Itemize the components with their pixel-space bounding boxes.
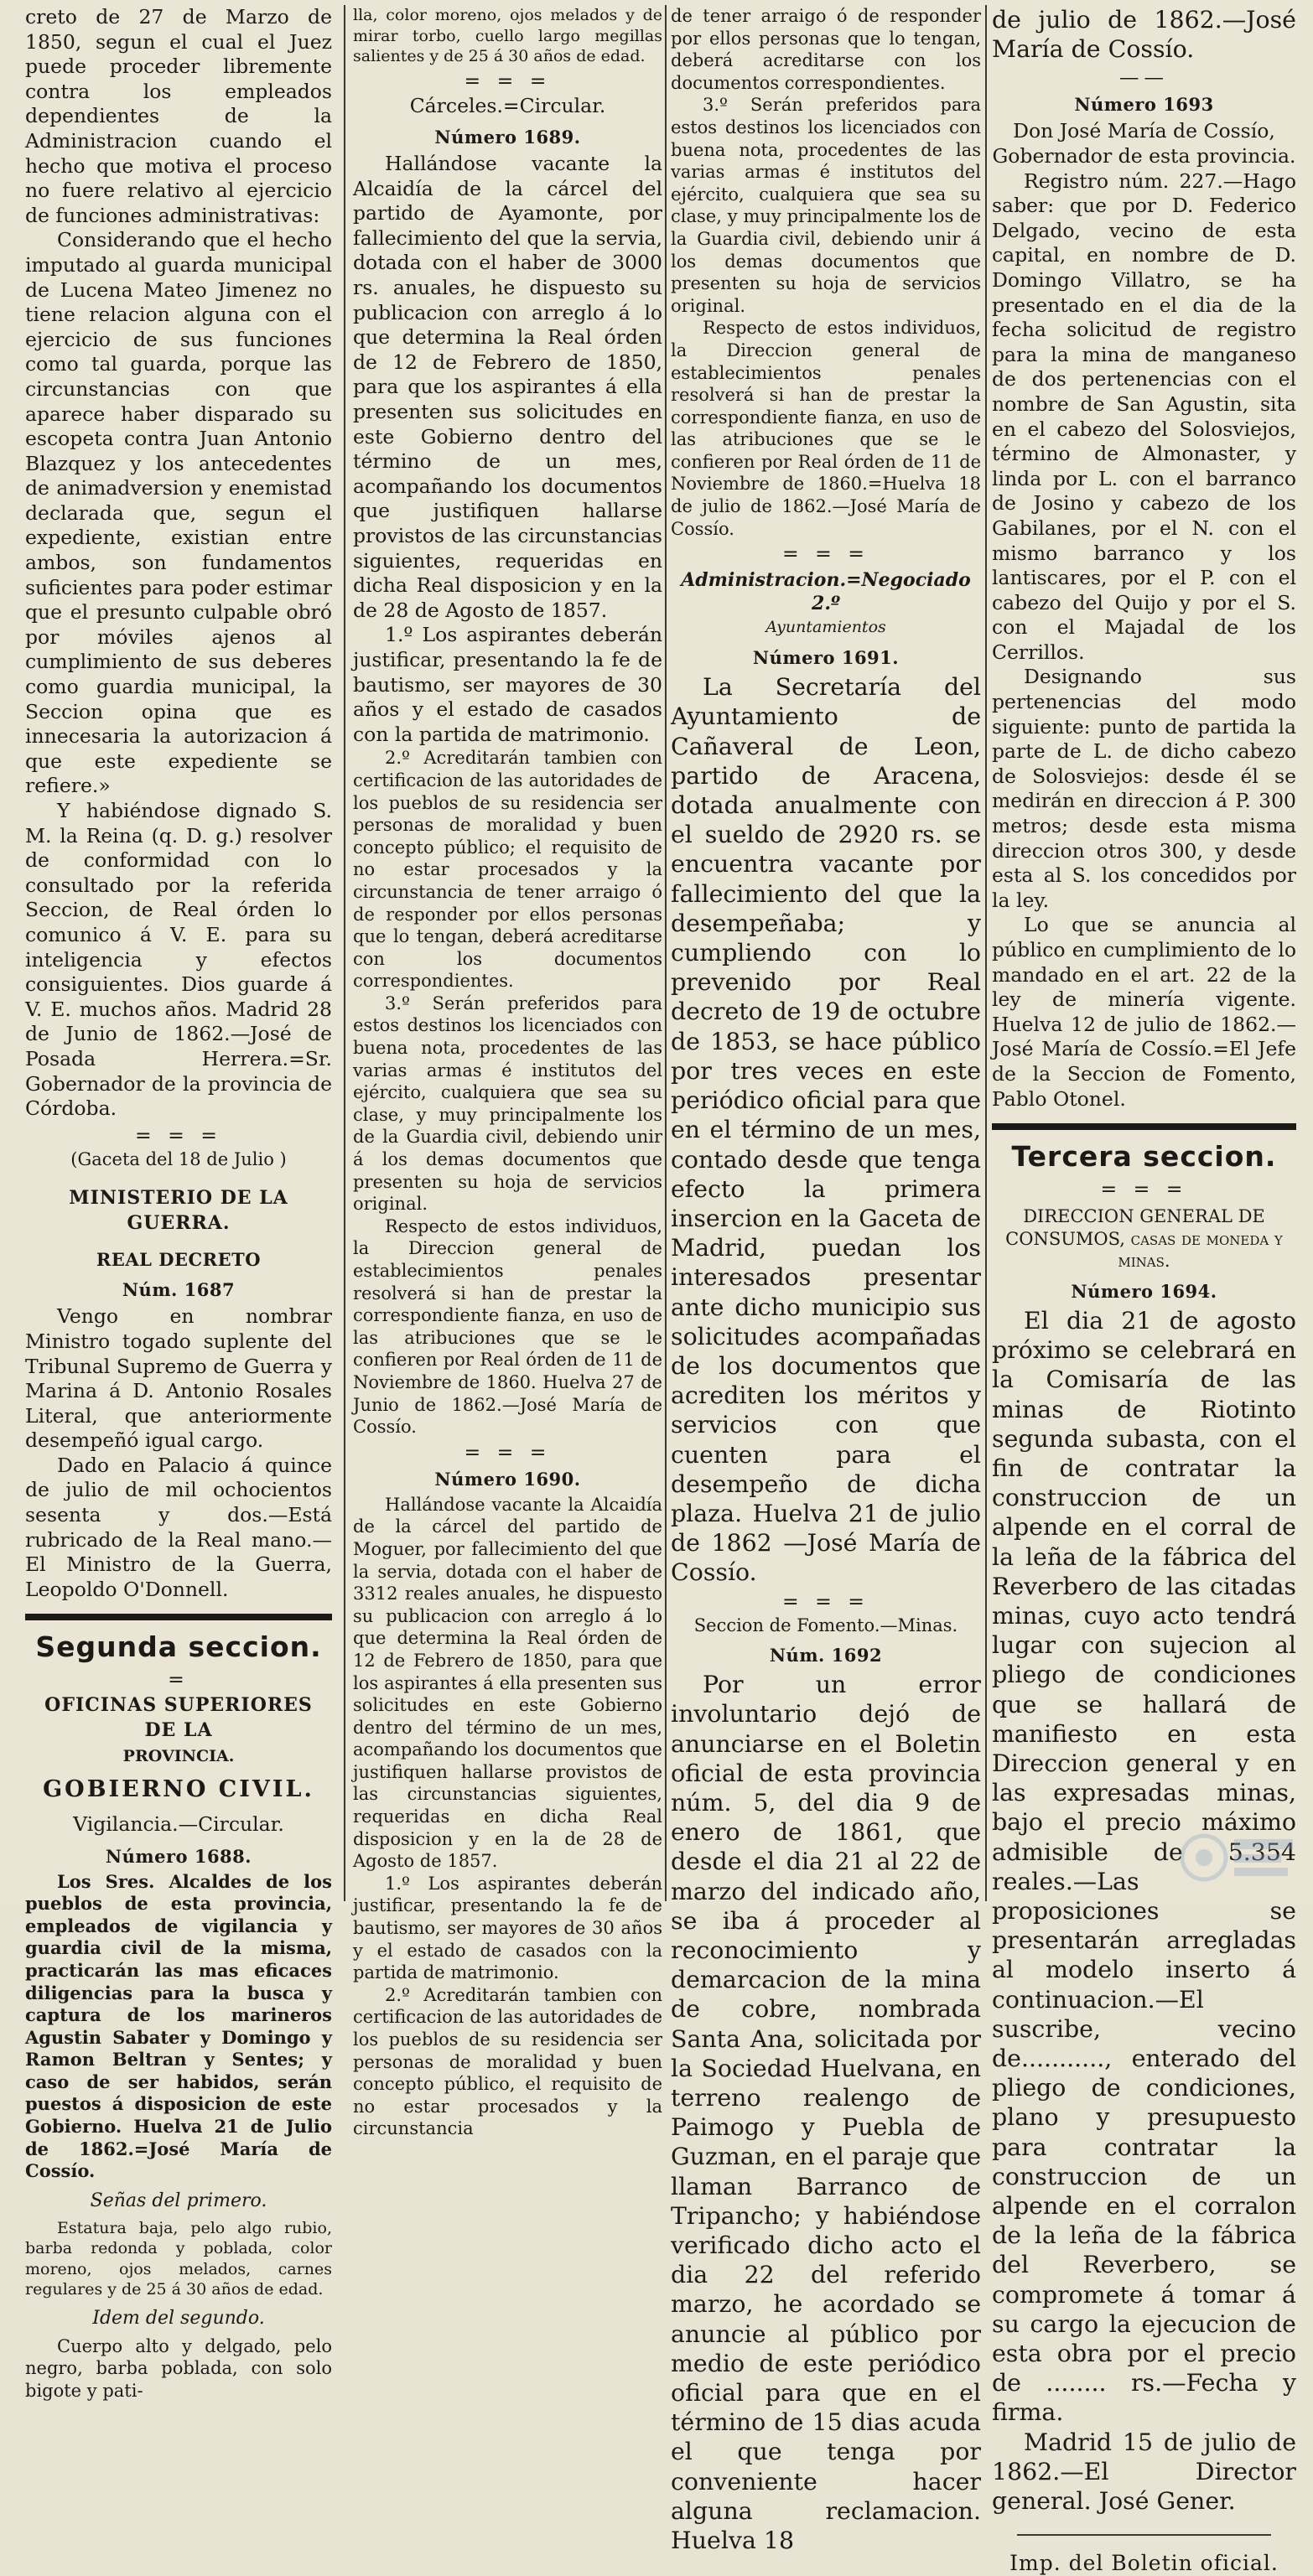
paragraph: Lo que se anuncia al público en cumplimiento de lo mandado en el art. 22 de la ley de minería vigente. Huelva 12 de julio de 1862.—José María de Cossío.=El Jefe de la Seccion de Fomento, Pablo Otonel. [992,913,1296,1111]
paragraph: Hallándose vacante la Alcaidía de la cárcel del partido de Ayamonte, por fallecimiento del que la servia, dotada con el haber de 3000 rs. anuales, he dispuesto su publicacion con arreglo á lo que determina la Real órden de 12 de Febrero de 1850, para que los aspirantes á ella presenten sus solicitudes en este Gobierno dentro del término de un mes, acompañando los documentos que justifiquen hallarse provistos de las circunstancias siguientes, requeridas en dicha Real disposicion y en la de 28 de Agosto de 1857. [353,152,662,622]
paragraph: Y habiéndose dignado S. M. la Reina (q. D. g.) resolver de conformidad con lo consultado por la referida Seccion, de Real órden lo comunico á V. E. para su inteligencia y efectos consiguientes. Dios guarde á V. E. muchos años. Madrid 28 de Junio de 1862.—José de Posada Herrera.=Sr. Gobernador de la provincia de Córdoba. [25,799,332,1121]
paragraph: de tener arraigo ó de responder por ellos personas que lo tengan, deberá acreditarse con los documentos correspondientes. [671,6,981,93]
office-heading: DIRECCION GENERAL DE CONSUMOS, casas de moneda y minas. [1005,1206,1283,1272]
paragraph: 1.º Los aspirantes deberán justificar, presentando la fe de bautismo, ser mayores de 30 años y el estado de casados con la partida de matrimonio. [353,623,662,746]
section-heading: Segunda seccion. [35,1630,322,1664]
paragraph: de julio de 1862.—José María de Cossío. [992,6,1296,64]
paragraph: 3.º Serán preferidos para estos destinos los licenciados con buena nota, procedentes de las varias armas é institutos del ejército, cualquiera que sea su clase, y muy principalmente los de la Guardia civil, debiendo unir á los demas documentos que presenten su hoja de servicios original. [671,95,981,316]
gobierno-heading: GOBIERNO CIVIL. [43,1775,314,1802]
column-rule [665,5,667,1901]
notice-number: Núm. 1692 [769,1645,883,1666]
separator: = = = [781,542,869,566]
paragraph: Don José María de Cossío, Gobernador de esta provincia. [992,119,1296,168]
column-3 [671,5,981,2555]
ministry-heading: MINISTERIO DE LA GUERRA. [69,1187,288,1235]
paragraph: Cuerpo alto y delgado, pelo negro, barba poblada, con solo bigote y pati- [25,2335,332,2402]
printer-imprint: Imp. del Boletin oficial. [1009,2551,1279,2576]
section-heading: Tercera seccion. [1011,1140,1277,1174]
paragraph: Considerando que el hecho imputado al guarda municipal de Lucena Mateo Jimenez no tiene relacion alguna con el ejercicio de sus funciones como tal guarda, porque las circunstancias con que aparece haber disparado su escopeta contra Juan Antonio Blazquez y los antecedentes de animadversion y enemistad declarada que, segun el expediente, existian entre ambos, son fundamentos suficientes para poder estimar que el presunto culpable obró por móviles ajenos al cumplimiento de sus deberes como guardia municipal, la Seccion opina que es innecesaria la autorizacion á que este expediente se refiere.» [25,228,332,798]
section-divider [25,1614,332,1620]
paragraph: Registro núm. 227.—Hago saber: que por D. Federico Delgado, vecino de esta capital, en nombre de D. Domingo Villatro, se ha presentado en el dia de la fecha solicitud de registro para la mina de manganeso de dos pertenencias con el nombre de San Agustin, sita en el cabezo del Solosviejos, término de Almonaster, y linda por L. con el barranco de Josino y cabezo de los Gabilanes, por el N. con el mismo barranco y los lantiscares, por el P. con el cabezo del Quijo y por el S. con el Majadal de los Cerrillos. [992,168,1296,664]
paragraph: Hallándose vacante la Alcaidía de la cárcel del partido de Moguer, por fallecimiento del que la servia, dotada con el haber de 3312 reales anuales, he dispuesto su publicacion con arreglo á lo que determina la Real órden de 12 de Febrero de 1850, para que los aspirantes á ella presenten sus solicitudes en este Gobierno dentro del término de un mes, acompañando los documentos que justifiquen hallarse provistos de las circunstancias siguientes, requeridas en dicha Real disposicion y en la de 28 de Agosto de 1857. [353,1494,662,1872]
notice-number: Número 1688. [105,1845,252,1867]
paragraph: Respecto de estos individuos, la Direccion general de establecimientos penales resolverá si han de prestar la correspondiente fianza, en uso de las atribuciones que se le confieren por Real órden de 11 de Noviembre de 1860.=Huelva 18 de julio de 1862.—José María de Cossío. [671,318,981,539]
office-subheading: PROVINCIA. [122,1747,235,1766]
paragraph: Los Sres. Alcaldes de los pueblos de esta provincia, empleados de vigilancia y guardia civil de la misma, practicarán las mas eficaces diligencias para la busca y captura de los marineros Agustin Sabater y Domingo y Ramon Beltran y Sentes; y caso de ser habidos, serán puestos á disposicion de este Gobierno. Huelva 21 de Julio de 1862.=José María de Cossío. [25,1870,332,2182]
paragraph: 1.º Los aspirantes deberán justificar, presentando la fe de bautismo, ser mayores de 30 años y el estado de casados con la partida de matrimonio. [353,1873,662,1983]
paragraph: Madrid 15 de julio de 1862.—El Director general. José Gener. [992,2428,1296,2516]
notice-number: Número 1690. [434,1468,581,1490]
paragraph: Vengo en nombrar Ministro togado suplente del Tribunal Supremo de Guerra y Marina á D. Antonio Rosales Literal, que anteriormente desempeñó igual cargo. [25,1304,332,1453]
notice-number: Número 1689. [434,127,581,148]
paragraph: Por un error involuntario dejó de anunciarse en el Boletin oficial de esta provincia núm. 5, del dia 9 de enero de 1861, que desde el dia 21 al 22 de marzo del indicado año, se iba á proceder al reconocimiento y demarcacion de la mina de cobre, nombrada Santa Ana, solicitada por la Sociedad Huelvana, en terreno realengo de Paimogo y Puebla de Guzman, en el paraje que llaman Barranco de Tripancho; y habiéndose verificado dicho acto el dia 22 del referido marzo, he acordado se anuncie al público por medio de este periódico oficial para que en el término de 15 dias acuda el que tenga por conveniente hacer alguna reclamacion. Huelva 18 [671,1671,981,2555]
subheading: Señas del primero. [90,2190,267,2211]
separator: = = = [781,1589,869,1613]
column-1 [25,5,332,2402]
paragraph: Dado en Palacio á quince de julio de mil ochocientos sesenta y dos.—Está rubricado de la Real mano.—El Ministro de la Guerra, Leopoldo O'Donnell. [25,1453,332,1601]
paragraph: 3.º Serán preferidos para estos destinos los licenciados con buena nota, procedentes de las varias armas é institutos del ejército, cualquiera que sea su clase, y muy principalmente los de la Guardia civil, debiendo unir á los demas documentos que presenten su hoja de servicios original. [353,993,662,1215]
notice-number: Número 1694. [1071,1280,1217,1302]
divider [1017,2534,1271,2536]
office-heading: OFICINAS SUPERIORES DE LA [44,1694,313,1742]
section-divider [992,1123,1296,1130]
column-2 [353,5,662,2139]
real-decreto-heading: REAL DECRETO [96,1249,262,1271]
paragraph: Estatura baja, pelo algo rubio, barba redonda y poblada, color moreno, ojos melados, carnes regulares y de 25 á 30 años de edad. [25,2218,332,2299]
subject-heading: Administracion.=Negociado 2.º [681,569,971,615]
paragraph: Designando sus pertenencias del modo siguiente: punto de partida la parte de L. de dicho cabezo de Solosviejos: desde él se medirán en direccion á P. 300 metros; desde esta misma direccion otros 300, y desde esta al S. los concedidos por la ley. [992,665,1296,912]
separator: = = = [134,1122,222,1147]
separator: = = = [1100,1177,1188,1201]
paragraph: 2.º Acreditarán tambien con certificacion de las autoridades de los pueblos de su residencia ser personas de moralidad y buen concepto público; el requisito de no estar procesados y la circunstancia de tener arraigo ó de responder por ellos personas que lo tengan, deberá acreditarse con los documentos correspondientes. [353,748,662,992]
separator: = [168,1667,189,1692]
subject-heading: Cárceles.=Circular. [409,93,606,117]
separator: —— [1119,65,1169,90]
paragraph: lla, color moreno, ojos melados y de mirar torbo, cuello largo megillas salientes y de 25 á 30 años de edad. [353,6,662,65]
library-watermark [1177,1824,1303,1893]
notice-number: Núm. 1687 [122,1279,236,1301]
paragraph: La Secretaría del Ayuntamiento de Cañaveral de Leon, partido de Aracena, dotada anualmente con el sueldo de 2920 rs. se encuentra vacante por fallecimiento del que la desempeñaba; y cumpliendo con lo prevenido por Real decreto de 19 de octubre de 1853, se hace público por tres veces en este periódico oficial para que en el término de un mes, contado desde que tenga efecto la primera insercion en la Gaceta de Madrid, puedan los interesados presentar ante dicho municipio sus solicitudes acompañadas de los documentos que acrediten los méritos y servicios con que cuenten para el desempeño de dicha plaza. Huelva 21 de julio de 1862 —José María de Cossío. [671,673,981,1587]
paragraph: creto de 27 de Marzo de 1850, segun el cual el Juez puede proceder libremente contra los empleados dependientes de la Administracion cuando el hecho que motiva el proceso no fuere relativo al ejercicio de funciones administrativas: [25,5,332,227]
paragraph: 2.º Acreditarán tambien con certificacion de las autoridades de los pueblos de su residencia ser personas de moralidad y buen concepto público, el requisito de no estar procesados y la circunstancia [353,1984,662,2139]
column-rule [985,5,987,1901]
column-4 [992,5,1296,2576]
subheading: Idem del segundo. [92,2307,265,2329]
paragraph: Respecto de estos individuos, la Direccion general de establecimientos penales resolverá si han de prestar la correspondiente fianza, en uso de las atribuciones que se le confieren por Real órden de 11 de Noviembre de 1860. Huelva 27 de Junio de 1862.—José María de Cossío. [353,1215,662,1438]
column-rule [344,5,345,1901]
gaceta-note: (Gaceta del 18 de Julio ) [70,1148,287,1169]
subject-heading: Seccion de Fomento.—Minas. [693,1615,958,1635]
separator: = = = [464,68,552,92]
subject-subheading: Ayuntamientos [765,618,886,637]
separator: = = = [464,1439,552,1464]
subject-heading: Vigilancia.—Circular. [73,1811,284,1836]
paragraph: El dia 21 de agosto próximo se celebrará en la Comisaría de las minas de Riotinto segunda subasta, con el fin de contratar la construccion de un alpende en el corral de la leña de la fábrica del Reverbero de las citadas minas, cuyo acto tendrá lugar con sujecion al pliego de condiciones que se hallará de manifiesto en esta Direccion general y en las expresadas minas, bajo el precio máximo admisible de 5.354 reales.—Las proposiciones se presentarán arregladas al modelo inserto á continuacion.—El suscribe, vecino de..........., enterado del pliego de condiciones, plano y presupuesto para contratar la construccion de un alpende en el corralon de la leña de la fábrica del Reverbero, se compromete á tomar á su cargo la ejecucion de esta obra por el precio de ........ rs.—Fecha y firma. [992,1306,1296,2427]
notice-number: Número 1693 [1074,94,1214,116]
notice-number: Número 1691. [752,647,900,669]
